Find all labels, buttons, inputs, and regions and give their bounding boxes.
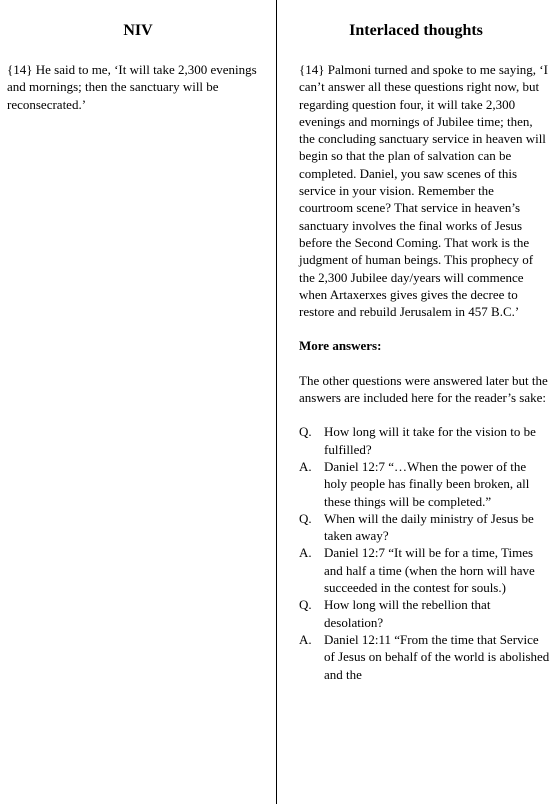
interlaced-verse-14: {14} Palmoni turned and spoke to me saying, ‘I can’t answer all these questions right now, but regarding question four, it will take 2,300 evenings and mornings of Jubilee time; then, the concluding sanctuary service in heaven will begin so that the plan of salvation can be completed. Daniel, you saw scenes of this service in your vision. Remember the courtroom scene? That service in heaven’s sanctuary involves the final works of Jesus before the Second Coming. That work is the judgment of human beings. This prophecy of the 2,300 Jubilee day/years will commence when Artaxerxes gives gives the decree to restore and rebuild Jerusalem in 457 B.C.’ [299, 62, 548, 320]
qa-item [299, 631, 551, 683]
qa-marker: Q. [299, 424, 312, 440]
qa-text: How long will it take for the vision to be fulfilled? [324, 424, 536, 457]
qa-item [299, 596, 551, 631]
interlaced-column-header: Interlaced thoughts [349, 22, 483, 39]
qa-marker: A. [299, 545, 312, 561]
qa-marker: Q. [299, 597, 312, 613]
niv-verse-14: {14} He said to me, ‘It will take 2,300 evenings and mornings; then the sanctuary will be reconsecrated.’ [7, 62, 257, 112]
qa-item [299, 423, 551, 458]
niv-column-header: NIV [123, 22, 153, 39]
more-answers-heading: More answers: [299, 338, 382, 354]
niv-column [0, 0, 277, 804]
interlaced-column [277, 0, 555, 804]
qa-item [299, 544, 551, 596]
qa-item [299, 510, 551, 545]
qa-marker: Q. [299, 510, 312, 526]
qa-marker: A. [299, 631, 312, 647]
qa-text: How long will the rebellion that desolation? [324, 597, 491, 630]
qa-text: Daniel 12:7 “…When the power of the holy people has finally been broken, all these things will be completed.” [324, 458, 530, 509]
qa-marker: A. [299, 458, 312, 474]
qa-text: When will the daily ministry of Jesus be taken away? [324, 510, 534, 544]
qa-text: Daniel 12:11 “From the time that Service of Jesus on behalf of the world is abolished and the [324, 631, 550, 682]
more-answers-intro: The other questions were answered later but the answers are included here for the reader’s sake: [299, 372, 548, 406]
interlaced-content [299, 61, 551, 683]
qa-text: Daniel 12:7 “It will be for a time, Times and half a time (when the horn will have succeeded in the contest for souls.) [324, 545, 535, 596]
qa-item [299, 458, 551, 510]
